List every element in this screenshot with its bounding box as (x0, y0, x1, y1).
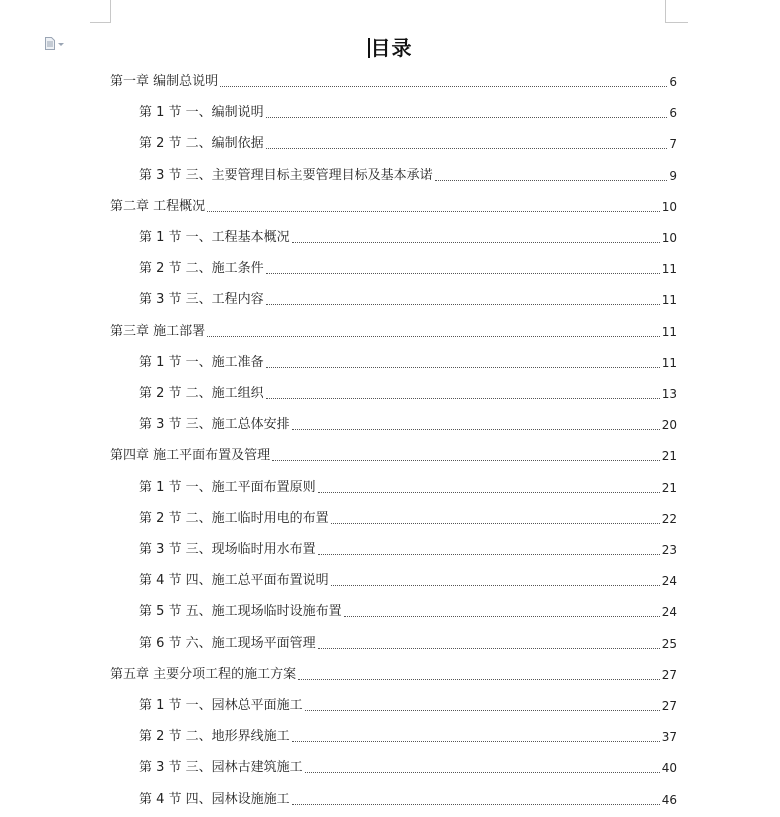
toc-dot-leader (318, 553, 660, 555)
toc-entry-label: 第 1 节 一、施工准备 (139, 355, 264, 370)
toc-entry-label: 第 3 节 三、园林古建筑施工 (139, 760, 303, 775)
toc-entry-label: 第 2 节 二、地形界线施工 (139, 729, 290, 744)
toc-section-entry[interactable] (139, 291, 677, 309)
toc-entry-label: 第三章 施工部署 (110, 324, 206, 339)
toc-section-entry[interactable] (139, 135, 677, 153)
toc-dot-leader (292, 428, 660, 430)
text-cursor (368, 38, 370, 58)
toc-section-entry[interactable] (139, 354, 677, 372)
toc-dot-leader (344, 615, 660, 617)
toc-entry-label: 第 2 节 二、施工条件 (139, 261, 264, 276)
toc-dot-leader (318, 491, 660, 493)
toc-entry-page-number: 24 (661, 574, 677, 588)
toc-chapter-entry[interactable] (110, 73, 677, 91)
toc-dot-leader (318, 647, 660, 649)
toc-entry-page-number: 40 (661, 761, 677, 775)
toc-entry-page-number: 23 (661, 543, 677, 557)
toc-entry-label: 第 2 节 二、施工临时用电的布置 (139, 511, 329, 526)
toc-section-entry[interactable] (139, 229, 677, 247)
toc-section-entry[interactable] (139, 260, 677, 278)
toc-dot-leader (331, 522, 660, 524)
toc-entry-label: 第 3 节 三、工程内容 (139, 292, 264, 307)
toc-dot-leader (435, 179, 668, 181)
toc-section-entry[interactable] (139, 541, 677, 559)
toc-entry-label: 第 3 节 三、现场临时用水布置 (139, 542, 316, 557)
toc-dot-leader (266, 272, 660, 274)
toc-entry-page-number: 9 (669, 169, 677, 183)
toc-dot-leader (292, 803, 660, 805)
toc-section-entry[interactable] (139, 104, 677, 122)
toc-section-entry[interactable] (139, 759, 677, 777)
toc-dot-leader (266, 366, 660, 368)
toc-dot-leader (305, 771, 660, 773)
toc-dot-leader (266, 303, 660, 305)
toc-chapter-entry[interactable] (110, 323, 677, 341)
toc-entry-page-number: 11 (661, 325, 677, 339)
toc-section-entry[interactable] (139, 697, 677, 715)
toc-entry-page-number: 21 (661, 481, 677, 495)
toc-entry-page-number: 11 (661, 262, 677, 276)
toc-dot-leader (331, 584, 660, 586)
toc-dot-leader (272, 459, 660, 461)
toc-section-entry[interactable] (139, 510, 677, 528)
toc-chapter-entry[interactable] (110, 666, 677, 684)
toc-entry-page-number: 6 (669, 75, 677, 89)
toc-entry-page-number: 22 (661, 512, 677, 526)
toc-entry-label: 第 4 节 四、园林设施施工 (139, 792, 290, 807)
toc-entry-page-number: 13 (661, 387, 677, 401)
toc-entry-label: 第二章 工程概况 (110, 199, 206, 214)
toc-entry-label: 第 2 节 二、编制依据 (139, 136, 264, 151)
toc-entry-page-number: 10 (661, 200, 677, 214)
toc-entry-label: 第 5 节 五、施工现场临时设施布置 (139, 604, 342, 619)
toc-dot-leader (266, 397, 660, 399)
toc-dot-leader (266, 116, 668, 118)
toc-chapter-entry[interactable] (110, 447, 677, 465)
toc-entry-page-number: 24 (661, 605, 677, 619)
toc-section-entry[interactable] (139, 167, 677, 185)
toc-entry-page-number: 20 (661, 418, 677, 432)
toc-chapter-entry[interactable] (110, 198, 677, 216)
toc-section-entry[interactable] (139, 603, 677, 621)
toc-entry-page-number: 6 (669, 106, 677, 120)
toc-entry-page-number: 46 (661, 793, 677, 807)
toc-dot-leader (292, 740, 660, 742)
toc-section-entry[interactable] (139, 416, 677, 434)
toc-section-entry[interactable] (139, 728, 677, 746)
toc-dot-leader (305, 709, 660, 711)
toc-entry-label: 第 4 节 四、施工总平面布置说明 (139, 573, 329, 588)
toc-dot-leader (220, 85, 667, 87)
toc-dot-leader (298, 678, 660, 680)
toc-entry-page-number: 11 (661, 293, 677, 307)
toc-section-entry[interactable] (139, 479, 677, 497)
toc-entry-label: 第 3 节 三、主要管理目标主要管理目标及基本承诺 (139, 168, 433, 183)
toc-entry-page-number: 37 (661, 730, 677, 744)
toc-entry-page-number: 21 (661, 449, 677, 463)
toc-entry-label: 第 3 节 三、施工总体安排 (139, 417, 290, 432)
toc-entry-label: 第一章 编制总说明 (110, 74, 219, 89)
toc-dot-leader (292, 241, 660, 243)
toc-entry-label: 第 2 节 二、施工组织 (139, 386, 264, 401)
page-margin-corner-top-left (90, 0, 111, 23)
toc-entry-page-number: 27 (661, 699, 677, 713)
toc-entry-label: 第四章 施工平面布置及管理 (110, 448, 271, 463)
toc-entry-label: 第 1 节 一、施工平面布置原则 (139, 480, 316, 495)
toc-dot-leader (207, 335, 660, 337)
toc-entry-page-number: 27 (661, 668, 677, 682)
toc-section-entry[interactable] (139, 385, 677, 403)
toc-section-entry[interactable] (139, 635, 677, 653)
toc-section-entry[interactable] (139, 572, 677, 590)
toc-dot-leader (266, 147, 668, 149)
toc-entry-page-number: 10 (661, 231, 677, 245)
toc-entry-label: 第五章 主要分项工程的施工方案 (110, 667, 297, 682)
toc-section-entry[interactable] (139, 791, 677, 809)
toc-entry-label: 第 1 节 一、工程基本概况 (139, 230, 290, 245)
toc-entry-label: 第 1 节 一、编制说明 (139, 105, 264, 120)
page-margin-corner-top-right (665, 0, 688, 23)
toc-dot-leader (207, 210, 660, 212)
page-title[interactable]: 目录 (0, 32, 780, 61)
toc-entry-page-number: 11 (661, 356, 677, 370)
toc-entry-page-number: 25 (661, 637, 677, 651)
toc-entry-label: 第 1 节 一、园林总平面施工 (139, 698, 303, 713)
toc-entry-label: 第 6 节 六、施工现场平面管理 (139, 636, 316, 651)
toc-entry-page-number: 7 (669, 137, 677, 151)
